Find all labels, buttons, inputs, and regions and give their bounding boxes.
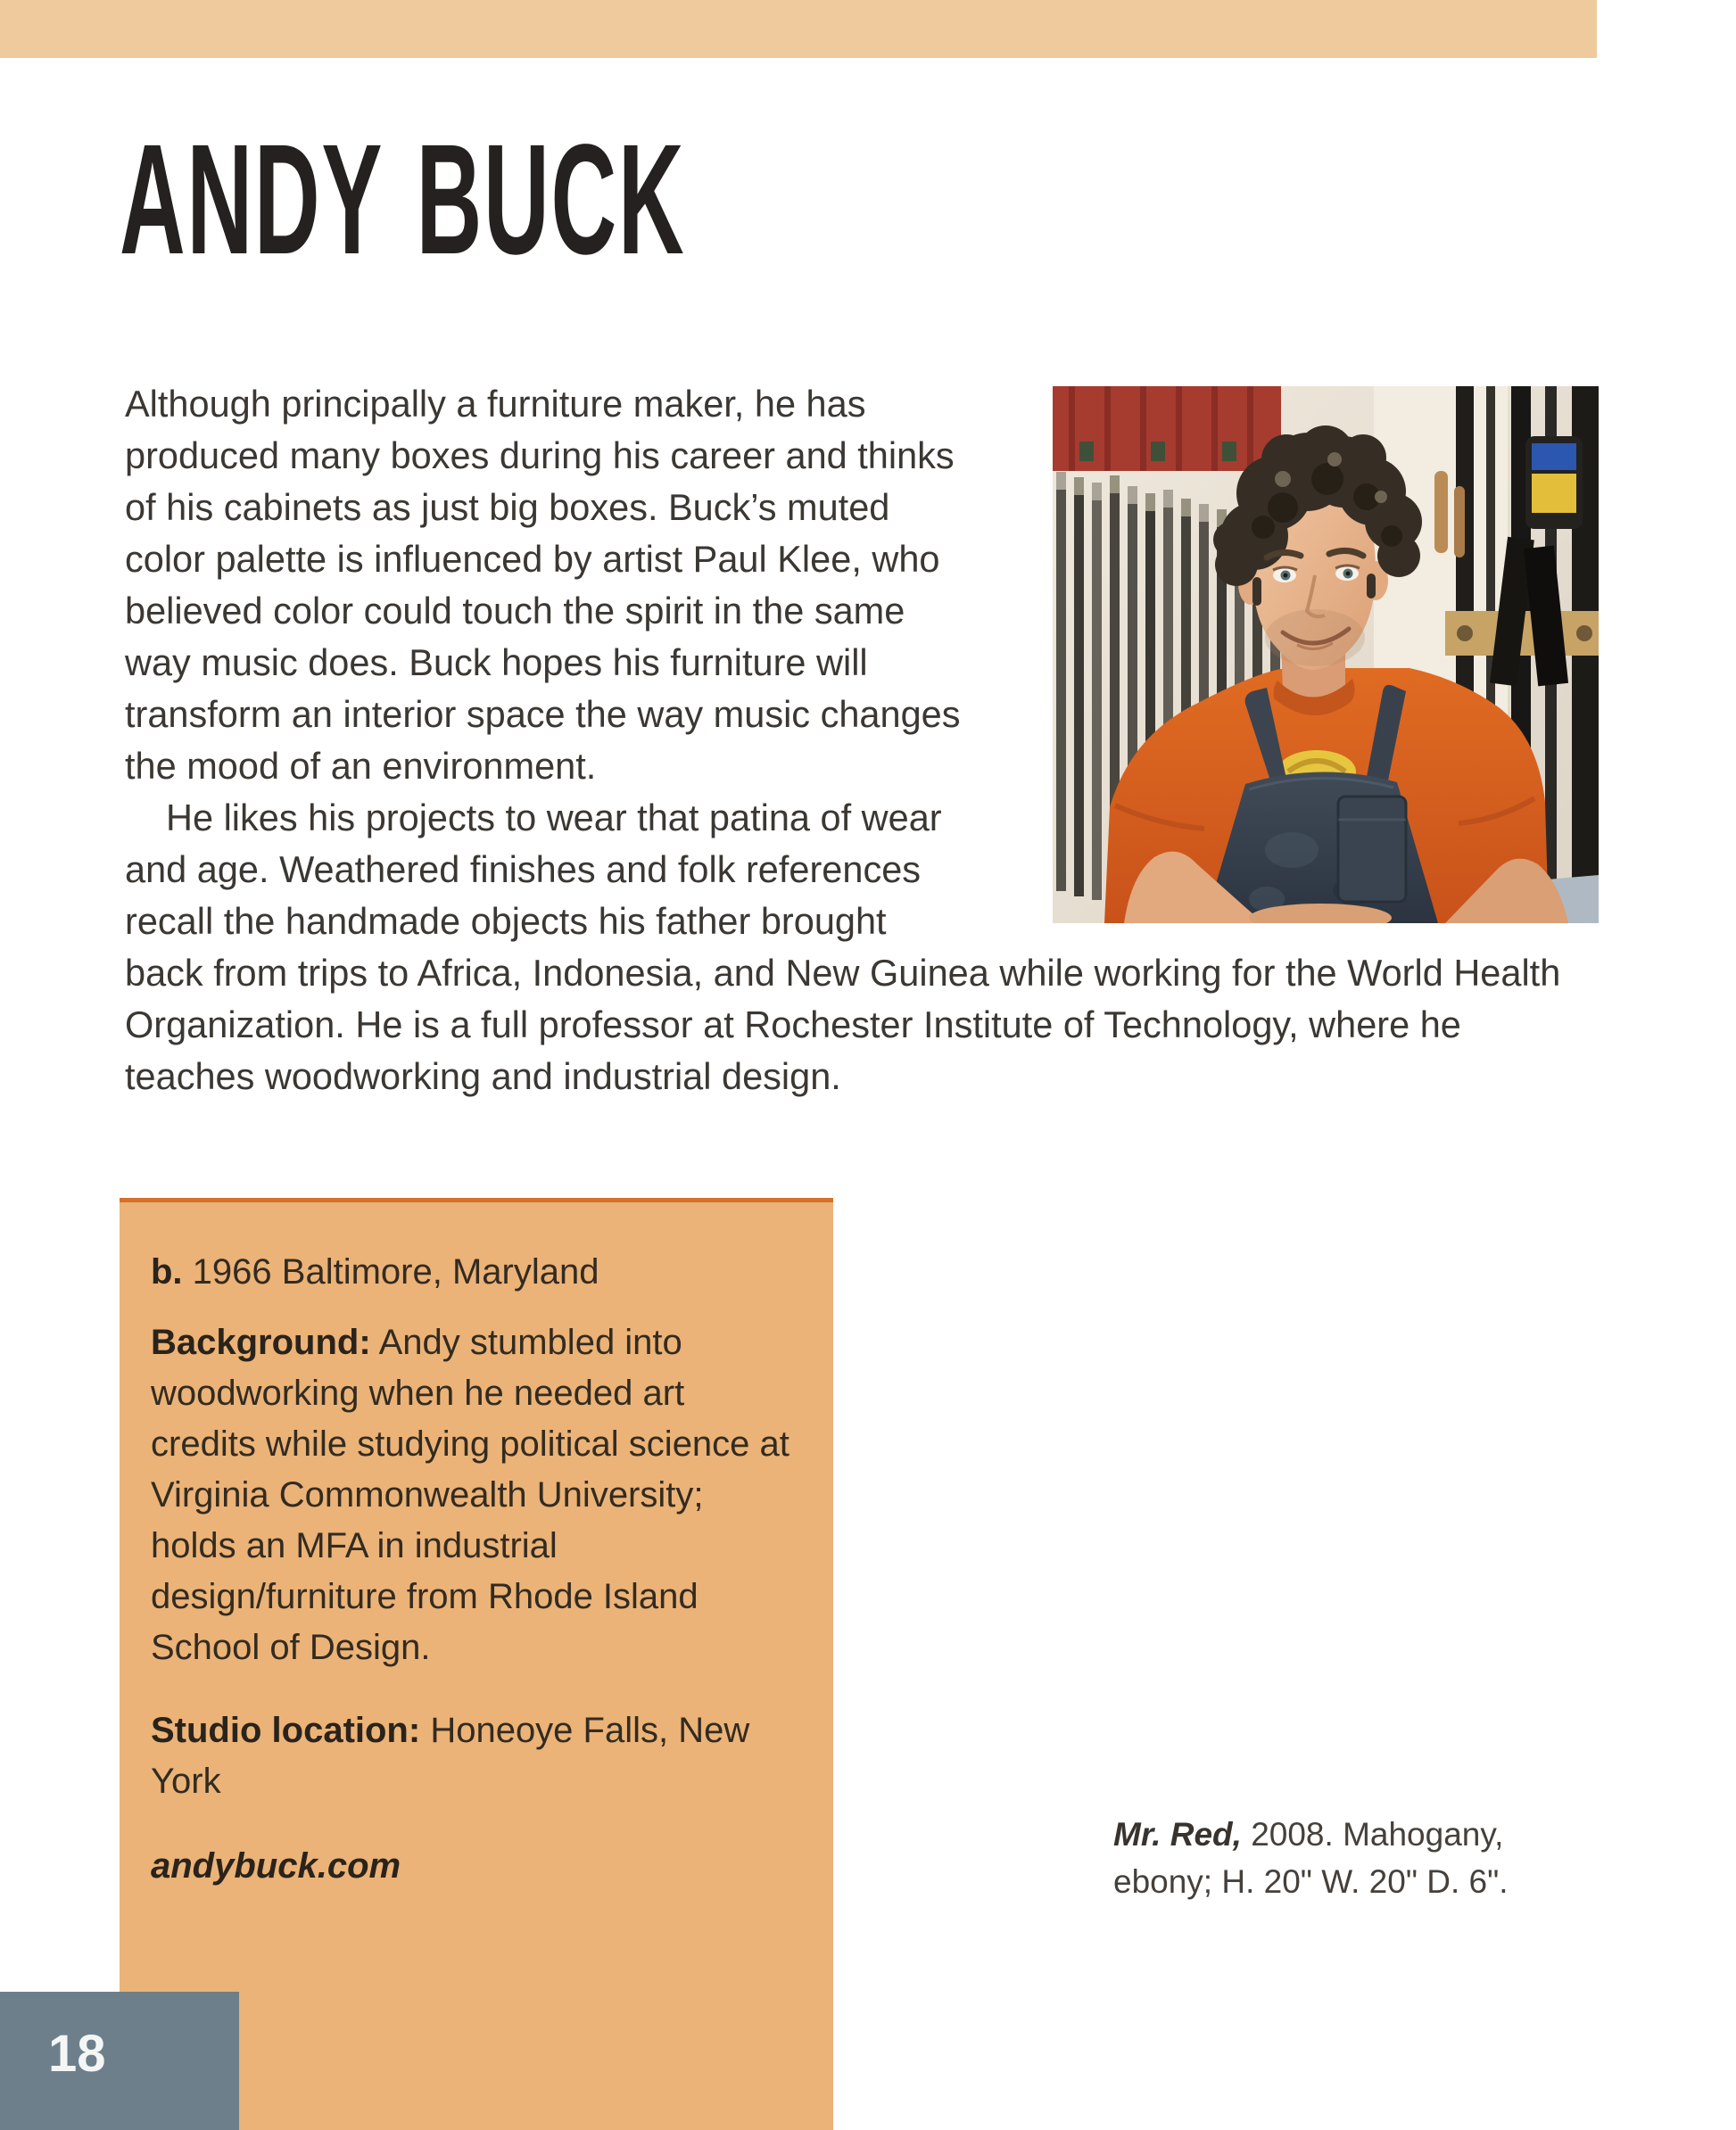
page-number: 18	[48, 2025, 106, 2083]
bio-paragraph-1: Although principally a furniture maker, he has produced many boxes during his career and thinks of his cabinets as just big boxes. Buck’s muted color palette is influenced by artist Paul Klee, who believed color could touch the spirit in the same way music does. Buck hopes his furniture will transform an interior space the way music changes the mood of an environment.	[125, 383, 961, 787]
born-value: 1966 Baltimore, Maryland	[192, 1252, 599, 1292]
artist-photo-illustration	[1053, 386, 1599, 923]
bio-info-box	[120, 1198, 833, 2130]
page-title: ANDY BUCK	[120, 112, 686, 287]
website-text: andybuck.com	[151, 1846, 401, 1886]
born-line	[151, 1247, 798, 1298]
bio-text-block	[125, 378, 1599, 1102]
born-label: b.	[151, 1252, 183, 1292]
page-number-tab	[0, 1992, 239, 2130]
studio-label: Studio location:	[151, 1711, 421, 1750]
studio-value: Honeoye Falls, New York	[151, 1711, 750, 1801]
artist-photo	[1053, 386, 1599, 923]
artwork-title: Mr. Red,	[1113, 1816, 1242, 1853]
top-accent-bar	[0, 0, 1597, 58]
background-value: Andy stumbled into woodworking when he needed art credits while studying political science at Virginia Commonwealth University; holds an MFA in industrial design/furniture from Rhode Island School of Design.	[151, 1323, 789, 1667]
artwork-caption	[1113, 1811, 1602, 1905]
bio-paragraph-2: He likes his projects to wear that patina of wear and age. Weathered finishes and folk references recall the handmade objects his father brought back from trips to Africa, Indonesia, and New Guinea while working for the World Health Organization. He is a full professor at Rochester Institute of Technology, where he teaches woodworking and industrial design.	[125, 797, 1561, 1097]
artwork-details: 2008. Mahogany, ebony; H. 20" W. 20" D. 6".	[1113, 1816, 1509, 1900]
background-line	[151, 1317, 798, 1673]
background-label: Background:	[151, 1323, 371, 1362]
studio-location-line	[151, 1705, 798, 1807]
